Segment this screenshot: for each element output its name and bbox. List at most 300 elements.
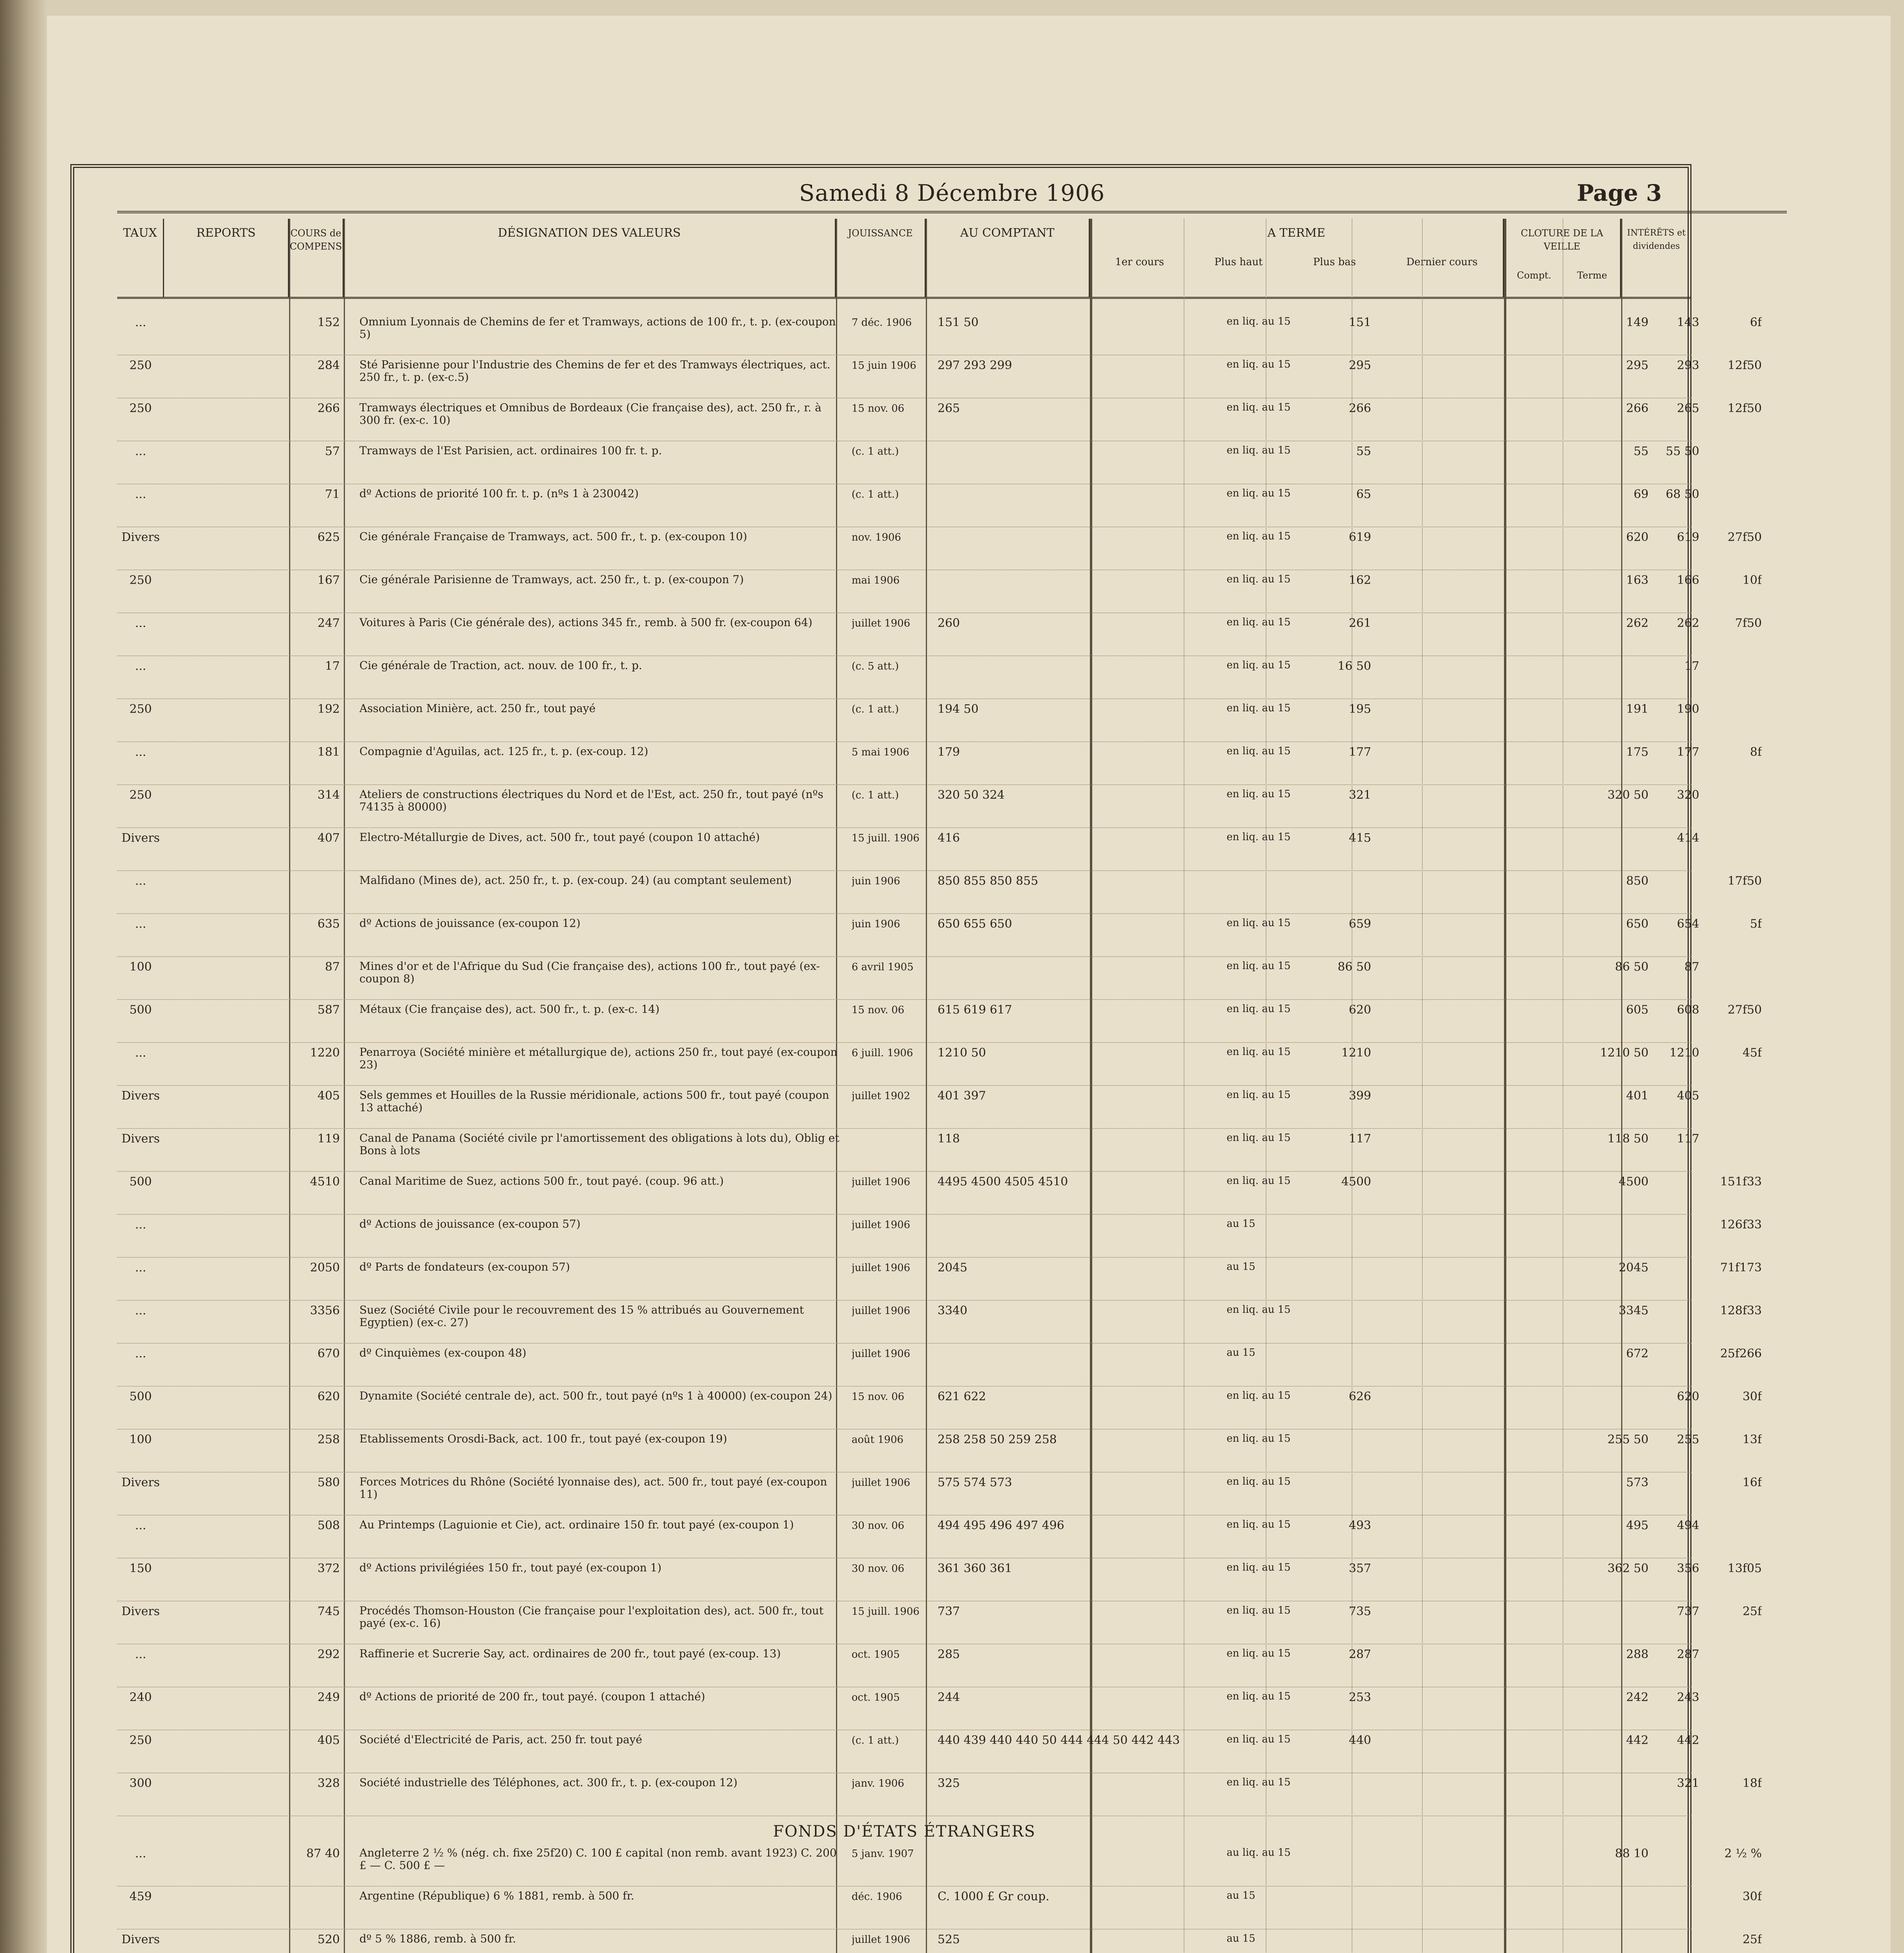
col-jouissance: JOUISSANCE xyxy=(836,219,926,297)
cell-cloture-compt: 191 xyxy=(1626,702,1649,716)
cell-cours: 405 xyxy=(317,1089,340,1103)
cell-terme: en liq. au 15 xyxy=(1227,960,1291,972)
cell-cloture-compt: 3345 xyxy=(1618,1304,1649,1317)
cell-cours: 249 xyxy=(317,1691,340,1704)
cell-comptant: 285 xyxy=(938,1648,960,1661)
cell-taux: 250 xyxy=(129,702,152,716)
cell-designation: Ateliers de constructions électriques du Nord et de l'Est, act. 250 fr., tout payé (nºs 74135 à 80000) xyxy=(359,788,823,813)
cell-cours: 520 xyxy=(317,1933,340,1946)
cell-premier-cours: 295 xyxy=(1349,359,1371,372)
cell-jouissance: mai 1906 xyxy=(852,575,900,586)
table-row xyxy=(117,828,1699,871)
table-row xyxy=(117,1344,1762,1387)
cell-taux: ... xyxy=(135,874,146,888)
cell-taux: Divers xyxy=(121,1933,160,1946)
cell-cloture-compt: 86 50 xyxy=(1615,960,1649,974)
cell-cloture-compt: 573 xyxy=(1626,1476,1649,1489)
cell-comptant: 1210 50 xyxy=(938,1046,986,1060)
cell-cloture-compt: 295 xyxy=(1626,359,1649,372)
cell-terme: au 15 xyxy=(1227,1933,1256,1944)
cell-comptant: 258 258 50 259 258 xyxy=(938,1433,1057,1446)
cell-cloture-compt: 266 xyxy=(1626,402,1649,415)
cell-cours: 284 xyxy=(317,359,340,372)
cell-designation: Voitures à Paris (Cie générale des), actions 345 fr., remb. à 500 fr. (ex-coupon 64) xyxy=(359,616,813,629)
cell-designation: Tramways électriques et Omnibus de Bordeaux (Cie française des), act. 250 fr., r. à 300 fr. (ex-c. 10) xyxy=(359,402,822,427)
col-reports: REPORTS xyxy=(164,219,289,297)
cell-interet: 8f xyxy=(1750,745,1762,759)
cell-cours: 3356 xyxy=(310,1304,340,1317)
cell-cloture-compt: 163 xyxy=(1626,573,1649,587)
cell-comptant: 575 574 573 xyxy=(938,1476,1012,1489)
cell-designation: dº Actions privilégiées 150 fr., tout payé (ex-coupon 1) xyxy=(359,1562,662,1574)
cell-designation: Suez (Société Civile pour le recouvrement des 15 % attribués au Gouvernement Egyptien) (ex-c. 27) xyxy=(359,1304,804,1329)
cell-comptant: 320 50 324 xyxy=(938,788,1005,802)
cell-designation: Canal de Panama (Société civile pr l'amortissement des obligations à lots du), Oblig et Bons à lots xyxy=(359,1132,839,1157)
cell-taux: ... xyxy=(135,1519,146,1532)
cell-cours: 119 xyxy=(317,1132,340,1146)
cell-taux: ... xyxy=(135,1218,146,1232)
cell-terme: en liq. au 15 xyxy=(1227,1390,1291,1401)
cell-terme: en liq. au 15 xyxy=(1227,917,1291,929)
cell-comptant: 401 397 xyxy=(938,1089,986,1103)
cell-cloture-compt: 320 50 xyxy=(1608,788,1649,802)
cell-terme: en liq. au 15 xyxy=(1227,702,1291,714)
cell-jouissance: 5 mai 1906 xyxy=(852,746,909,758)
cell-interet: 10f xyxy=(1742,573,1762,587)
cell-cloture-compt: 362 50 xyxy=(1608,1562,1649,1575)
table-row xyxy=(117,1601,1762,1644)
cell-designation: Tramways de l'Est Parisien, act. ordinaires 100 fr. t. p. xyxy=(359,445,662,457)
cell-jouissance: juillet 1906 xyxy=(852,1262,911,1274)
cell-cours: 4510 xyxy=(310,1175,340,1189)
cell-terme: en liq. au 15 xyxy=(1227,487,1291,499)
cell-cloture-compt: 2045 xyxy=(1618,1261,1649,1275)
cell-cours: 57 xyxy=(325,445,340,458)
cell-taux: 100 xyxy=(129,960,152,974)
cell-terme: en liq. au 15 xyxy=(1227,1733,1291,1745)
cell-cloture-compt: 149 xyxy=(1626,316,1649,329)
cell-comptant: 416 xyxy=(938,831,960,845)
cell-cloture-compt: 495 xyxy=(1626,1519,1649,1532)
col-dernier-cours: Dernier cours xyxy=(1406,256,1478,268)
col-designation: DÉSIGNATION DES VALEURS xyxy=(344,219,836,297)
cell-premier-cours: 321 xyxy=(1349,788,1371,802)
cell-designation: Société industrielle des Téléphones, act. 300 fr., t. p. (ex-coupon 12) xyxy=(359,1776,738,1789)
cell-cloture-compt: 4500 xyxy=(1618,1175,1649,1189)
cell-premier-cours: 659 xyxy=(1349,917,1371,931)
table-row xyxy=(117,1773,1762,1816)
table-row xyxy=(117,1644,1699,1687)
cell-terme: au liq. au 15 xyxy=(1227,1847,1291,1858)
cell-cloture-terme: 405 xyxy=(1677,1089,1699,1103)
cell-taux: ... xyxy=(135,487,146,501)
table-row xyxy=(117,398,1762,441)
cell-cours: 405 xyxy=(317,1733,340,1747)
cell-cloture-terme: 654 xyxy=(1677,917,1699,931)
cell-cloture-terme: 17 xyxy=(1684,659,1699,673)
cell-premier-cours: 626 xyxy=(1349,1390,1371,1403)
cell-designation: dº Cinquièmes (ex-coupon 48) xyxy=(359,1347,527,1359)
cell-designation: Penarroya (Société minière et métallurgique de), actions 250 fr., tout payé (ex-coupon 23) xyxy=(359,1046,838,1071)
cell-cloture-compt: 672 xyxy=(1626,1347,1649,1360)
cell-premier-cours: 195 xyxy=(1349,702,1371,716)
cell-designation: Association Minière, act. 250 fr., tout payé xyxy=(359,702,596,715)
cell-cloture-terme: 442 xyxy=(1677,1733,1699,1747)
cell-taux: Divers xyxy=(121,1605,160,1618)
cell-cloture-terme: 166 xyxy=(1677,573,1699,587)
cell-taux: ... xyxy=(135,1847,146,1860)
cell-interet: 13f05 xyxy=(1727,1562,1762,1575)
cell-cloture-compt: 401 xyxy=(1626,1089,1649,1103)
cell-premier-cours: 440 xyxy=(1349,1733,1371,1747)
cell-terme: en liq. au 15 xyxy=(1227,1175,1291,1187)
cell-jouissance: (c. 1 att.) xyxy=(852,1735,899,1746)
cell-cloture-terme: 494 xyxy=(1677,1519,1699,1532)
cell-premier-cours: 357 xyxy=(1349,1562,1371,1575)
cell-jouissance: (c. 5 att.) xyxy=(852,661,899,672)
table-row xyxy=(117,742,1762,785)
cell-premier-cours: 117 xyxy=(1349,1132,1371,1146)
col-cours: COURS de COMPENS xyxy=(289,219,344,297)
cell-cours: 71 xyxy=(325,487,340,501)
cell-terme: en liq. au 15 xyxy=(1227,1046,1291,1058)
cell-cours: 258 xyxy=(317,1433,340,1446)
cell-comptant: 265 xyxy=(938,402,960,415)
cell-terme: en liq. au 15 xyxy=(1227,1605,1291,1616)
col-terme xyxy=(1090,219,1504,297)
cell-designation: dº Actions de priorité 100 fr. t. p. (nºs 1 à 230042) xyxy=(359,487,639,500)
cell-cloture-terme: 87 xyxy=(1684,960,1699,974)
cell-terme: en liq. au 15 xyxy=(1227,1003,1291,1015)
cell-cours: 635 xyxy=(317,917,340,931)
table-row xyxy=(117,1473,1762,1516)
cell-cours: 670 xyxy=(317,1347,340,1360)
cell-premier-cours: 735 xyxy=(1349,1605,1371,1618)
cell-jouissance: (c. 1 att.) xyxy=(852,703,899,715)
cell-interet: 126f33 xyxy=(1720,1218,1762,1232)
cell-jouissance: août 1906 xyxy=(852,1434,904,1446)
cell-interet: 71f173 xyxy=(1720,1261,1762,1275)
cell-cloture-compt: 1210 50 xyxy=(1600,1046,1649,1060)
cell-jouissance: 30 nov. 06 xyxy=(852,1563,904,1575)
cell-interet: 25f xyxy=(1742,1605,1762,1618)
cell-comptant: 4495 4500 4505 4510 xyxy=(938,1175,1068,1189)
cell-interet: 25f xyxy=(1742,1933,1762,1946)
cell-terme: en liq. au 15 xyxy=(1227,530,1291,542)
cell-cours: 181 xyxy=(317,745,340,759)
cell-cloture-terme: 68 50 xyxy=(1666,487,1699,501)
table-row xyxy=(117,1215,1762,1258)
cell-cloture-terme: 620 xyxy=(1677,1390,1699,1403)
cell-cloture-terme: 321 xyxy=(1677,1776,1699,1790)
cell-terme: en liq. au 15 xyxy=(1227,1648,1291,1659)
cell-terme: en liq. au 15 xyxy=(1227,788,1291,800)
cell-premier-cours: 1210 xyxy=(1341,1046,1371,1060)
cell-comptant: 151 50 xyxy=(938,316,979,329)
cell-designation: dº Actions de jouissance (ex-coupon 57) xyxy=(359,1218,580,1230)
cell-terme: au 15 xyxy=(1227,1347,1256,1359)
cell-jouissance: juillet 1906 xyxy=(852,1348,911,1360)
cell-designation: Procédés Thomson-Houston (Cie française pour l'exploitation des), act. 500 fr., tout payé (ex-c. 16) xyxy=(359,1605,823,1630)
table-row xyxy=(117,914,1762,957)
cell-cours: 314 xyxy=(317,788,340,802)
table-row xyxy=(117,1000,1762,1043)
cell-jouissance: janv. 1906 xyxy=(852,1778,904,1789)
cell-taux: 500 xyxy=(129,1390,152,1403)
table-row xyxy=(117,1516,1699,1558)
cell-jouissance: juillet 1906 xyxy=(852,1219,911,1231)
cell-interet: 30f xyxy=(1742,1890,1762,1903)
cell-cloture-terme: 608 xyxy=(1677,1003,1699,1017)
cell-terme: en liq. au 15 xyxy=(1227,1476,1291,1487)
cell-designation: Mines d'or et de l'Afrique du Sud (Cie française des), actions 100 fr., tout payé (ex-coupon 8) xyxy=(359,960,820,985)
cell-designation: Dynamite (Société centrale de), act. 500 fr., tout payé (nºs 1 à 40000) (ex-coupon 24) xyxy=(359,1390,832,1402)
cell-cloture-compt: 650 xyxy=(1626,917,1649,931)
cell-cours: 587 xyxy=(317,1003,340,1017)
cell-terme: en liq. au 15 xyxy=(1227,316,1291,327)
header-bottom-rule xyxy=(117,297,1691,299)
cell-jouissance: oct. 1905 xyxy=(852,1649,900,1660)
cell-comptant: 650 655 650 xyxy=(938,917,1012,931)
cell-taux: 150 xyxy=(129,1562,152,1575)
cell-designation: Sels gemmes et Houilles de la Russie méridionale, actions 500 fr., tout payé (coupon 13 attaché) xyxy=(359,1089,829,1114)
table-row xyxy=(117,527,1762,570)
cell-taux: 500 xyxy=(129,1175,152,1189)
cell-taux: ... xyxy=(135,1261,146,1275)
cell-terme: en liq. au 15 xyxy=(1227,1304,1291,1316)
cell-jouissance: 30 nov. 06 xyxy=(852,1520,904,1532)
col-plus-bas: Plus bas xyxy=(1313,256,1356,268)
cell-designation: Etablissements Orosdi-Back, act. 100 fr., tout payé (ex-coupon 19) xyxy=(359,1433,727,1445)
cell-taux: Divers xyxy=(121,1132,160,1146)
cell-taux: 250 xyxy=(129,402,152,415)
cell-cloture-terme: 356 xyxy=(1677,1562,1699,1575)
cell-terme: en liq. au 15 xyxy=(1227,1089,1291,1101)
cell-taux: 100 xyxy=(129,1433,152,1446)
table-row xyxy=(117,785,1699,828)
cell-terme: en liq. au 15 xyxy=(1227,616,1291,628)
cell-premier-cours: 16 50 xyxy=(1338,659,1371,673)
cell-taux: ... xyxy=(135,316,146,329)
cell-jouissance: nov. 1906 xyxy=(852,532,901,543)
cell-premier-cours: 287 xyxy=(1349,1648,1371,1661)
cell-jouissance: 15 juin 1906 xyxy=(852,360,916,371)
cell-taux: ... xyxy=(135,1648,146,1661)
book-gutter xyxy=(0,0,47,1953)
page-date: Samedi 8 Décembre 1906 xyxy=(799,180,1105,206)
cell-premier-cours: 399 xyxy=(1349,1089,1371,1103)
cell-interet: 128f33 xyxy=(1720,1304,1762,1317)
cell-terme: au 15 xyxy=(1227,1261,1256,1273)
cell-jouissance: juillet 1906 xyxy=(852,1305,911,1317)
cell-taux: 250 xyxy=(129,788,152,802)
cell-comptant: 325 xyxy=(938,1776,960,1790)
cell-cloture-terme: 143 xyxy=(1677,316,1699,329)
cell-designation: Compagnie d'Aguilas, act. 125 fr., t. p. (ex-coup. 12) xyxy=(359,745,648,758)
cell-terme: en liq. au 15 xyxy=(1227,573,1291,585)
cell-interet: 12f50 xyxy=(1727,359,1762,372)
cell-jouissance: juillet 1906 xyxy=(852,1934,911,1946)
cell-taux: 300 xyxy=(129,1776,152,1790)
cell-designation: dº 5 % 1886, remb. à 500 fr. xyxy=(359,1933,516,1945)
cell-jouissance: juillet 1902 xyxy=(852,1090,911,1102)
cell-terme: en liq. au 15 xyxy=(1227,745,1291,757)
cell-taux: 459 xyxy=(129,1890,152,1903)
cell-interet: 6f xyxy=(1750,316,1762,329)
cell-terme: en liq. au 15 xyxy=(1227,1562,1291,1573)
table-row xyxy=(117,656,1699,699)
table-row xyxy=(117,1887,1762,1930)
cell-taux: ... xyxy=(135,1046,146,1060)
table-row xyxy=(117,1687,1699,1730)
table-row xyxy=(117,441,1699,484)
cell-terme: au 15 xyxy=(1227,1218,1256,1230)
cell-comptant: 244 xyxy=(938,1691,960,1704)
col-premier-cours: 1er cours xyxy=(1115,256,1164,268)
cell-cloture-compt: 605 xyxy=(1626,1003,1649,1017)
cell-jouissance: 15 juill. 1906 xyxy=(852,1606,920,1617)
table-row xyxy=(117,570,1762,613)
cell-cours: 508 xyxy=(317,1519,340,1532)
cell-cloture-compt: 88 10 xyxy=(1615,1847,1649,1860)
cell-taux: Divers xyxy=(121,1089,160,1103)
cell-cours: 87 40 xyxy=(306,1847,340,1860)
table-row xyxy=(117,484,1699,527)
cell-taux: 250 xyxy=(129,573,152,587)
cell-cloture-terme: 243 xyxy=(1677,1691,1699,1704)
cell-cours: 1220 xyxy=(310,1046,340,1060)
cell-cours: 620 xyxy=(317,1390,340,1403)
col-cloture-terme: Terme xyxy=(1577,270,1607,281)
cell-premier-cours: 86 50 xyxy=(1338,960,1371,974)
cell-taux: 250 xyxy=(129,359,152,372)
cell-designation: Electro-Métallurgie de Dives, act. 500 fr., tout payé (coupon 10 attaché) xyxy=(359,831,760,844)
cell-cours: 580 xyxy=(317,1476,340,1489)
cell-comptant: C. 1000 £ Gr coup. xyxy=(938,1890,1050,1903)
table-row xyxy=(117,1730,1699,1773)
cell-jouissance: juillet 1906 xyxy=(852,618,911,629)
cell-cours: 167 xyxy=(317,573,340,587)
cell-designation: Société d'Electricité de Paris, act. 250 fr. tout payé xyxy=(359,1733,642,1746)
cell-interet: 27f50 xyxy=(1727,1003,1762,1017)
cell-terme: au 15 xyxy=(1227,1890,1256,1901)
cell-cloture-terme: 320 xyxy=(1677,788,1699,802)
cell-jouissance: (c. 1 att.) xyxy=(852,789,899,801)
cell-designation: Cie générale de Traction, act. nouv. de 100 fr., t. p. xyxy=(359,659,642,672)
cell-comptant: 179 xyxy=(938,745,960,759)
cell-cloture-compt: 255 50 xyxy=(1608,1433,1649,1446)
cell-taux: ... xyxy=(135,659,146,673)
table-row xyxy=(117,1086,1699,1129)
cell-comptant: 118 xyxy=(938,1132,960,1146)
cell-designation: dº Parts de fondateurs (ex-coupon 57) xyxy=(359,1261,570,1273)
table-row xyxy=(117,1930,1762,1953)
cell-cours: 192 xyxy=(317,702,340,716)
table-row xyxy=(117,1172,1762,1215)
cell-comptant: 737 xyxy=(938,1605,960,1618)
cell-premier-cours: 415 xyxy=(1349,831,1371,845)
cell-comptant: 297 293 299 xyxy=(938,359,1012,372)
cell-jouissance: juin 1906 xyxy=(852,918,900,930)
cell-jouissance: (c. 1 att.) xyxy=(852,489,899,500)
col-comptant: AU COMPTANT xyxy=(926,219,1090,297)
cell-cours: 745 xyxy=(317,1605,340,1618)
cell-comptant: 494 495 496 497 496 xyxy=(938,1519,1065,1532)
cell-taux: ... xyxy=(135,445,146,458)
cell-jouissance: juillet 1906 xyxy=(852,1176,911,1188)
cell-designation: dº Actions de priorité de 200 fr., tout payé. (coupon 1 attaché) xyxy=(359,1691,706,1703)
cell-designation: Malfidano (Mines de), act. 250 fr., t. p. (ex-coup. 24) (au comptant seulement) xyxy=(359,874,792,887)
cell-taux: ... xyxy=(135,1347,146,1360)
cell-designation: Raffinerie et Sucrerie Say, act. ordinaires de 200 fr., tout payé (ex-coup. 13) xyxy=(359,1648,781,1660)
cell-taux: Divers xyxy=(121,1476,160,1489)
cell-designation: Angleterre 2 ½ % (nég. ch. fixe 25f20) C. 100 £ capital (non remb. avant 1923) C. 200 £ — C. 500 £ — xyxy=(359,1847,837,1872)
table-row xyxy=(117,1129,1699,1172)
cell-taux: ... xyxy=(135,745,146,759)
cell-taux: 240 xyxy=(129,1691,152,1704)
cell-cloture-terme: 255 xyxy=(1677,1433,1699,1446)
cell-premier-cours: 4500 xyxy=(1341,1175,1371,1189)
table-row xyxy=(117,1043,1762,1086)
table-row xyxy=(117,312,1762,355)
cell-cloture-terme: 190 xyxy=(1677,702,1699,716)
cell-premier-cours: 65 xyxy=(1356,487,1371,501)
cell-premier-cours: 151 xyxy=(1349,316,1371,329)
table-row xyxy=(117,355,1762,398)
cell-cloture-terme: 177 xyxy=(1677,745,1699,759)
col-taux: TAUX xyxy=(117,219,164,297)
cell-designation: Cie générale Française de Tramways, act. 500 fr., t. p. (ex-coupon 10) xyxy=(359,530,747,543)
cell-cloture-terme: 414 xyxy=(1677,831,1699,845)
table-row xyxy=(117,1430,1762,1473)
cell-premier-cours: 253 xyxy=(1349,1691,1371,1704)
cell-comptant: 525 xyxy=(938,1933,960,1946)
cell-cloture-compt: 175 xyxy=(1626,745,1649,759)
cell-terme: en liq. au 15 xyxy=(1227,1433,1291,1444)
cell-cours: 2050 xyxy=(310,1261,340,1275)
cell-taux: 500 xyxy=(129,1003,152,1017)
table-row xyxy=(117,1258,1762,1301)
cell-jouissance: 15 juill. 1906 xyxy=(852,832,920,844)
cell-cours: 266 xyxy=(317,402,340,415)
cell-premier-cours: 55 xyxy=(1356,445,1371,458)
cell-cloture-compt: 118 50 xyxy=(1608,1132,1649,1146)
cell-interet: 18f xyxy=(1742,1776,1762,1790)
cell-cloture-compt: 242 xyxy=(1626,1691,1649,1704)
table-row xyxy=(117,1558,1762,1601)
cell-cloture-terme: 262 xyxy=(1677,616,1699,630)
cell-taux: ... xyxy=(135,1304,146,1317)
cell-interet: 17f50 xyxy=(1727,874,1762,888)
cell-cours: 292 xyxy=(317,1648,340,1661)
cell-designation: dº Actions de jouissance (ex-coupon 12) xyxy=(359,917,580,930)
cell-comptant: 440 439 440 440 50 444 444 50 442 443 xyxy=(938,1733,1180,1747)
section-title: FONDS D'ÉTATS ÉTRANGERS xyxy=(773,1823,1036,1841)
col-cloture-compt: Compt. xyxy=(1517,270,1552,281)
cell-cloture-terme: 265 xyxy=(1677,402,1699,415)
cell-designation: Cie générale Parisienne de Tramways, act. 250 fr., t. p. (ex-coupon 7) xyxy=(359,573,744,586)
cell-interet: 27f50 xyxy=(1727,530,1762,544)
cell-cloture-terme: 117 xyxy=(1677,1132,1699,1146)
cell-taux: ... xyxy=(135,616,146,630)
cell-interet: 16f xyxy=(1742,1476,1762,1489)
cell-cloture-terme: 287 xyxy=(1677,1648,1699,1661)
cell-cloture-terme: 293 xyxy=(1677,359,1699,372)
cell-jouissance: 15 nov. 06 xyxy=(852,403,904,414)
cell-comptant: 361 360 361 xyxy=(938,1562,1012,1575)
cell-comptant: 615 619 617 xyxy=(938,1003,1012,1017)
col-plus-haut: Plus haut xyxy=(1214,256,1263,268)
